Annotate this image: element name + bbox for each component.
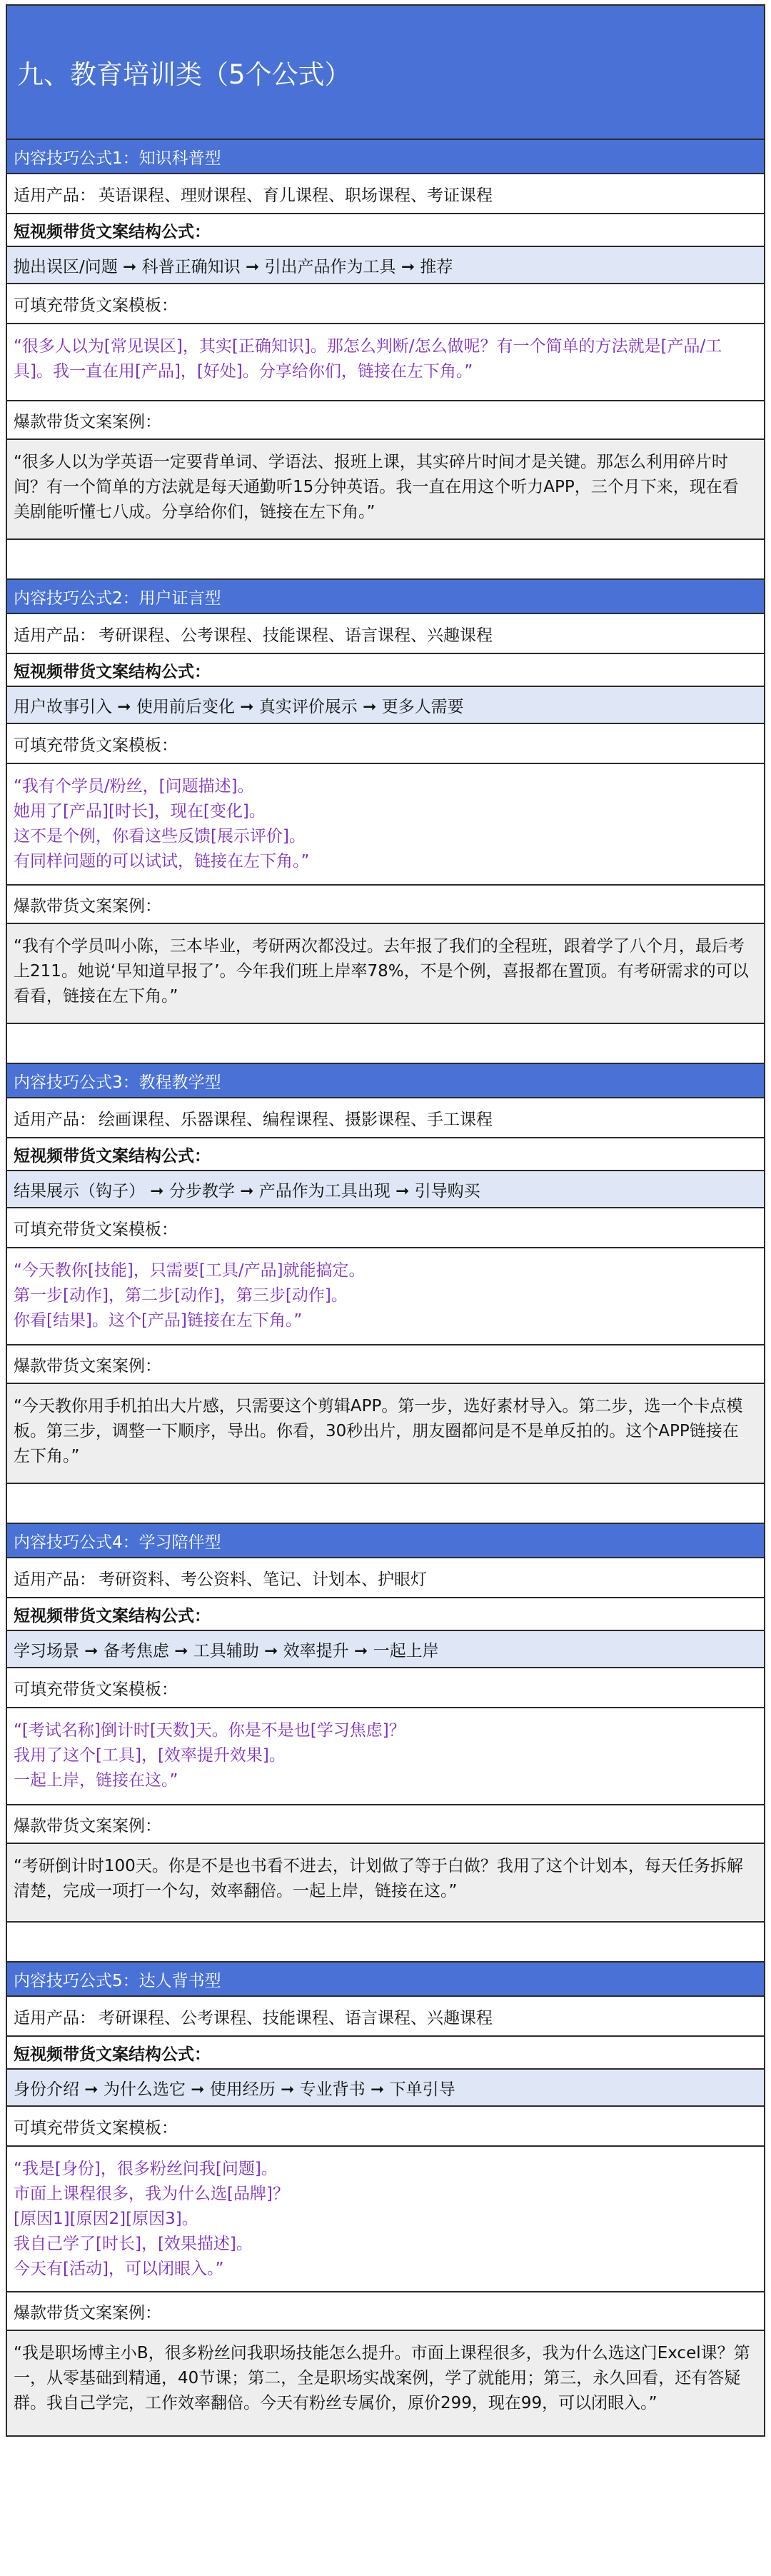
products-value: 英语课程、理财课程、育儿课程、职场课程、考证课程 [99,186,493,205]
section-header: 内容技巧公式4：学习陪伴型 [7,1524,764,1558]
structure-flow: 身份介绍 ➞ 为什么选它 ➞ 使用经历 ➞ 专业背书 ➞ 下单引导 [7,2070,764,2107]
example-copy: “我有个学员叫小陈，三本毕业，考研两次都没过。去年报了我们的全程班，跟着学了八个月，最后考上211。她说‘早知道早报了’。今年我们班上岸率78%，不是个例，喜报都在置顶。有考研需求的可以看看，链接在左下角。” [14,937,749,1006]
section-header: 内容技巧公式5：达人背书型 [7,1963,764,1997]
template-text [7,764,764,886]
section-header: 内容技巧公式3：教程教学型 [7,1064,764,1098]
applicable-products-row [7,614,764,654]
example-text [7,1384,764,1484]
template-line: 她用了[产品][时长]，现在[变化]。 [14,802,266,821]
template-line: 我自己学了[时长]，[效果描述]。 [14,2235,253,2253]
template-line: 市面上课程很多，我为什么选[品牌]？ [14,2185,289,2203]
template-text [7,1708,764,1805]
example-label: 爆款带货文案案例： [7,2292,764,2331]
template-label: 可填充带货文案模板： [7,724,764,764]
template-line: 今天有[活动]，可以闭眼入。” [14,2260,224,2278]
template-line: “很多人以为[常见误区]，其实[正确知识]。那怎么判断/怎么做呢？有一个简单的方法就是[产品/工具]。我一直在用[产品]，[好处]。分享给你们，链接在左下角。” [14,337,722,381]
applicable-products-row [7,174,764,214]
example-label: 爆款带货文案案例： [7,886,764,924]
example-text [7,2331,764,2435]
template-line: 你看[结果]。这个[产品]链接在左下角。” [14,1311,303,1330]
structure-label: 短视频带货文案结构公式： [7,654,764,687]
structure-flow: 结果展示（钩子） ➞ 分步教学 ➞ 产品作为工具出现 ➞ 引导购买 [7,1171,764,1208]
structure-flow: 抛出误区/问题 ➞ 科普正确知识 ➞ 引出产品作为工具 ➞ 推荐 [7,247,764,284]
template-label: 可填充带货文案模板： [7,284,764,324]
example-copy: “我是职场博主小B，很多粉丝问我职场技能怎么提升。市面上课程很多，我为什么选这门Excel课？第一，从零基础到精通，40节课；第二，全是职场实战案例，学了就能用；第三，永久回看，还有答疑群。我自己学完，工作效率翻倍。今天有粉丝专属价，原价299，现在99，可以闭眼入。” [14,2344,750,2412]
applicable-products-row [7,1098,764,1138]
example-label: 爆款带货文案案例： [7,401,764,440]
example-label: 爆款带货文案案例： [7,1805,764,1844]
products-label: 适用产品： [14,186,96,205]
template-line: 一起上岸，链接在这。” [14,1771,178,1790]
example-copy: “今天教你用手机拍出大片感，只需要这个剪辑APP。第一步，选好素材导入。第二步，选一个卡点模板。第三步，调整一下顺序，导出。你看，30秒出片，朋友圈都问是不是单反拍的。这个APP链接在左下角。” [14,1397,743,1465]
template-line: “我是[身份]，很多粉丝问我[问题]。 [14,2160,278,2178]
example-text [7,1844,764,1923]
products-value: 考研课程、公考课程、技能课程、语言课程、兴趣课程 [99,2008,493,2028]
example-copy: “考研倒计时100天。你是不是也书看不进去，计划做了等于白做？我用了这个计划本，每天任务拆解清楚，完成一项打一个勾，效率翻倍。一起上岸，链接在这。” [14,1857,743,1900]
section-header: 内容技巧公式1：知识科普型 [7,140,764,174]
template-text [7,1248,764,1345]
structure-label: 短视频带货文案结构公式： [7,1598,764,1631]
spacer-row [7,540,764,580]
spacer-row [7,1484,764,1524]
template-label: 可填充带货文案模板： [7,1668,764,1708]
template-text [7,324,764,401]
products-value: 考研资料、考公资料、笔记、计划本、护眼灯 [99,1570,427,1589]
structure-label: 短视频带货文案结构公式： [7,1138,764,1171]
structure-label: 短视频带货文案结构公式： [7,214,764,247]
example-text [7,440,764,540]
applicable-products-row [7,1997,764,2037]
template-line: “我有个学员/粉丝，[问题描述]。 [14,777,254,796]
template-line: “[考试名称]倒计时[天数]天。你是不是也[学习焦虑]？ [14,1721,405,1740]
products-label: 适用产品： [14,626,96,645]
template-line: “今天教你[技能]，只需要[工具/产品]就能搞定。 [14,1261,366,1280]
products-label: 适用产品： [14,1570,96,1589]
template-label: 可填充带货文案模板： [7,1208,764,1248]
example-label: 爆款带货文案案例： [7,1345,764,1384]
template-label: 可填充带货文案模板： [7,2107,764,2147]
page-title: 九、教育培训类（5个公式） [7,6,764,140]
products-value: 考研课程、公考课程、技能课程、语言课程、兴趣课程 [99,626,493,645]
structure-flow: 用户故事引入 ➞ 使用前后变化 ➞ 真实评价展示 ➞ 更多人需要 [7,687,764,724]
spacer-row [7,1923,764,1963]
products-label: 适用产品： [14,2008,96,2028]
products-value: 绘画课程、乐器课程、编程课程、摄影课程、手工课程 [99,1110,493,1129]
template-line: 我用了这个[工具]，[效率提升效果]。 [14,1746,286,1765]
spacer-row [7,1024,764,1064]
template-line: 有同样问题的可以试试，链接在左下角。” [14,852,310,871]
applicable-products-row [7,1558,764,1598]
products-label: 适用产品： [14,1110,96,1129]
template-line: 这不是个例，你看这些反馈[展示评价]。 [14,827,306,846]
example-text [7,924,764,1024]
structure-flow: 学习场景 ➞ 备考焦虑 ➞ 工具辅助 ➞ 效率提升 ➞ 一起上岸 [7,1631,764,1668]
section-header: 内容技巧公式2：用户证言型 [7,580,764,614]
structure-label: 短视频带货文案结构公式： [7,2037,764,2070]
template-line: 第一步[动作]，第二步[动作]，第三步[动作]。 [14,1286,348,1305]
template-line: [原因1][原因2][原因3]。 [14,2210,198,2228]
template-text [7,2147,764,2292]
document-sheet [6,4,765,2437]
example-copy: “很多人以为学英语一定要背单词、学语法、报班上课，其实碎片时间才是关键。那怎么利用碎片时间？有一个简单的方法就是每天通勤听15分钟英语。我一直在用这个听力APP，三个月下来，现在看美剧能听懂七八成。分享给你们，链接在左下角。” [14,453,739,521]
